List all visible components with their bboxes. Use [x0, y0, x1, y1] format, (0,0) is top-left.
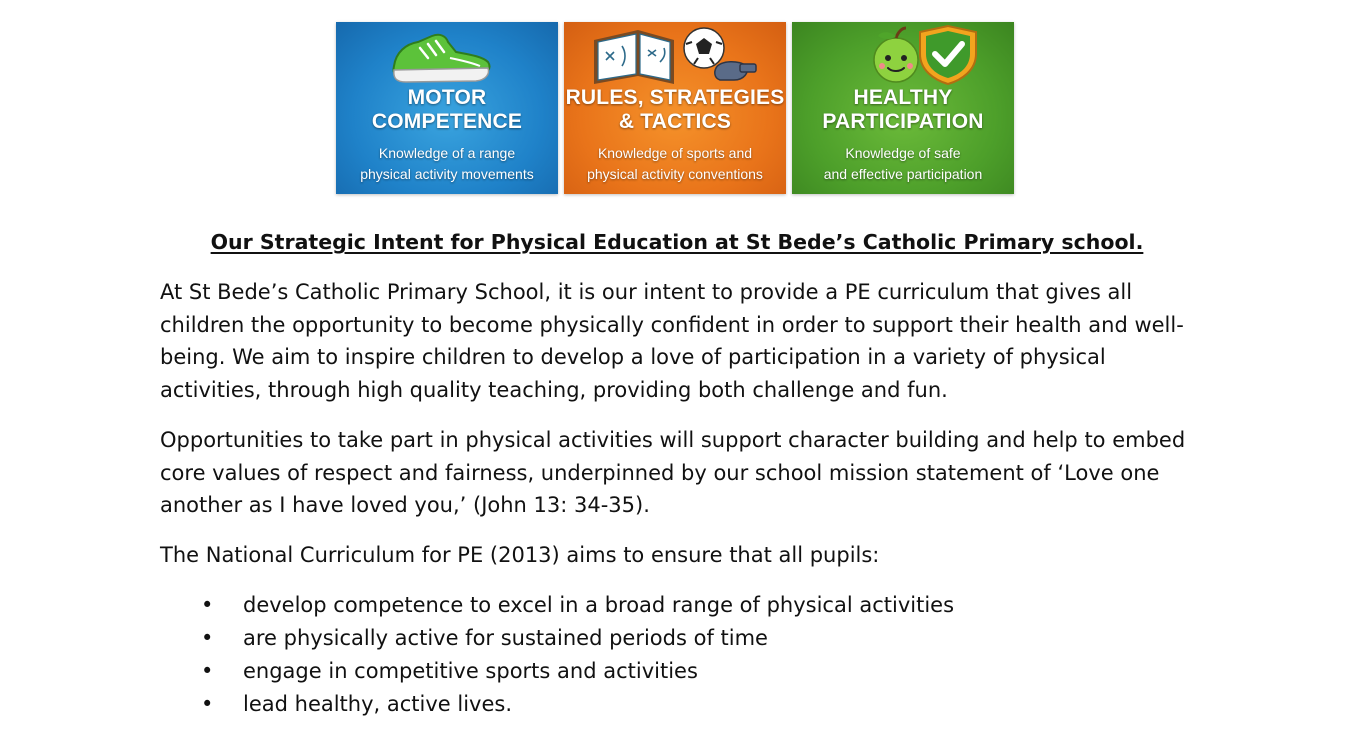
running-shoe-icon [336, 22, 558, 88]
page-title: Our Strategic Intent for Physical Education at St Bede’s Catholic Primary school. [210, 230, 1144, 254]
list-item-text: engage in competitive sports and activities [243, 658, 698, 683]
document-body [160, 276, 1200, 721]
apple-shield-check-icon [792, 22, 1014, 88]
list-item-text: are physically active for sustained periods of time [243, 625, 768, 650]
healthy-participation-description: Knowledge of safe and effective participation [823, 145, 983, 182]
healthy-participation-panel [792, 22, 1014, 194]
motor-competence-description: Knowledge of a range physical activity movements [360, 145, 534, 182]
list-item-text: lead healthy, active lives. [243, 691, 513, 716]
motor-competence-panel [336, 22, 558, 194]
curriculum-aims-list [160, 589, 1200, 721]
motor-competence-title: MOTOR COMPETENCE [371, 86, 523, 133]
intro-paragraph: At St Bede’s Catholic Primary School, it is our intent to provide a PE curriculum that gives all children the opportunity to become physically confident in order to support their health and well-being. We aim to inspire children to develop a love of participation in a variety of physical activities, through high quality teaching, providing both challenge and fun. [160, 280, 1184, 403]
list-item-text: develop competence to excel in a broad range of physical activities [243, 592, 955, 617]
values-paragraph: Opportunities to take part in physical activities will support character building and help to embed core values of respect and fairness, underpinned by our school mission statement of ‘Love one another as I have loved you,’ (John 13: 34-35). [160, 427, 1186, 518]
curriculum-aims-paragraph: The National Curriculum for PE (2013) aims to ensure that all pupils: [160, 542, 880, 567]
healthy-participation-title: HEALTHY PARTICIPATION [822, 86, 984, 133]
bullet-point: • [201, 691, 214, 716]
bullet-point: • [201, 658, 214, 683]
list-item [160, 688, 1200, 721]
bullet-point: • [201, 592, 214, 617]
list-item [160, 589, 1200, 622]
bullet-point: • [201, 625, 214, 650]
playbook-football-whistle-icon [564, 22, 786, 88]
rules-strategies-tactics-description: Knowledge of sports and physical activity conventions [587, 145, 763, 182]
pe-curriculum-banner [336, 22, 1016, 194]
list-item [160, 655, 1200, 688]
rules-strategies-tactics-title: RULES, STRATEGIES & TACTICS [565, 86, 785, 133]
rules-strategies-tactics-panel [564, 22, 786, 194]
list-item [160, 622, 1200, 655]
